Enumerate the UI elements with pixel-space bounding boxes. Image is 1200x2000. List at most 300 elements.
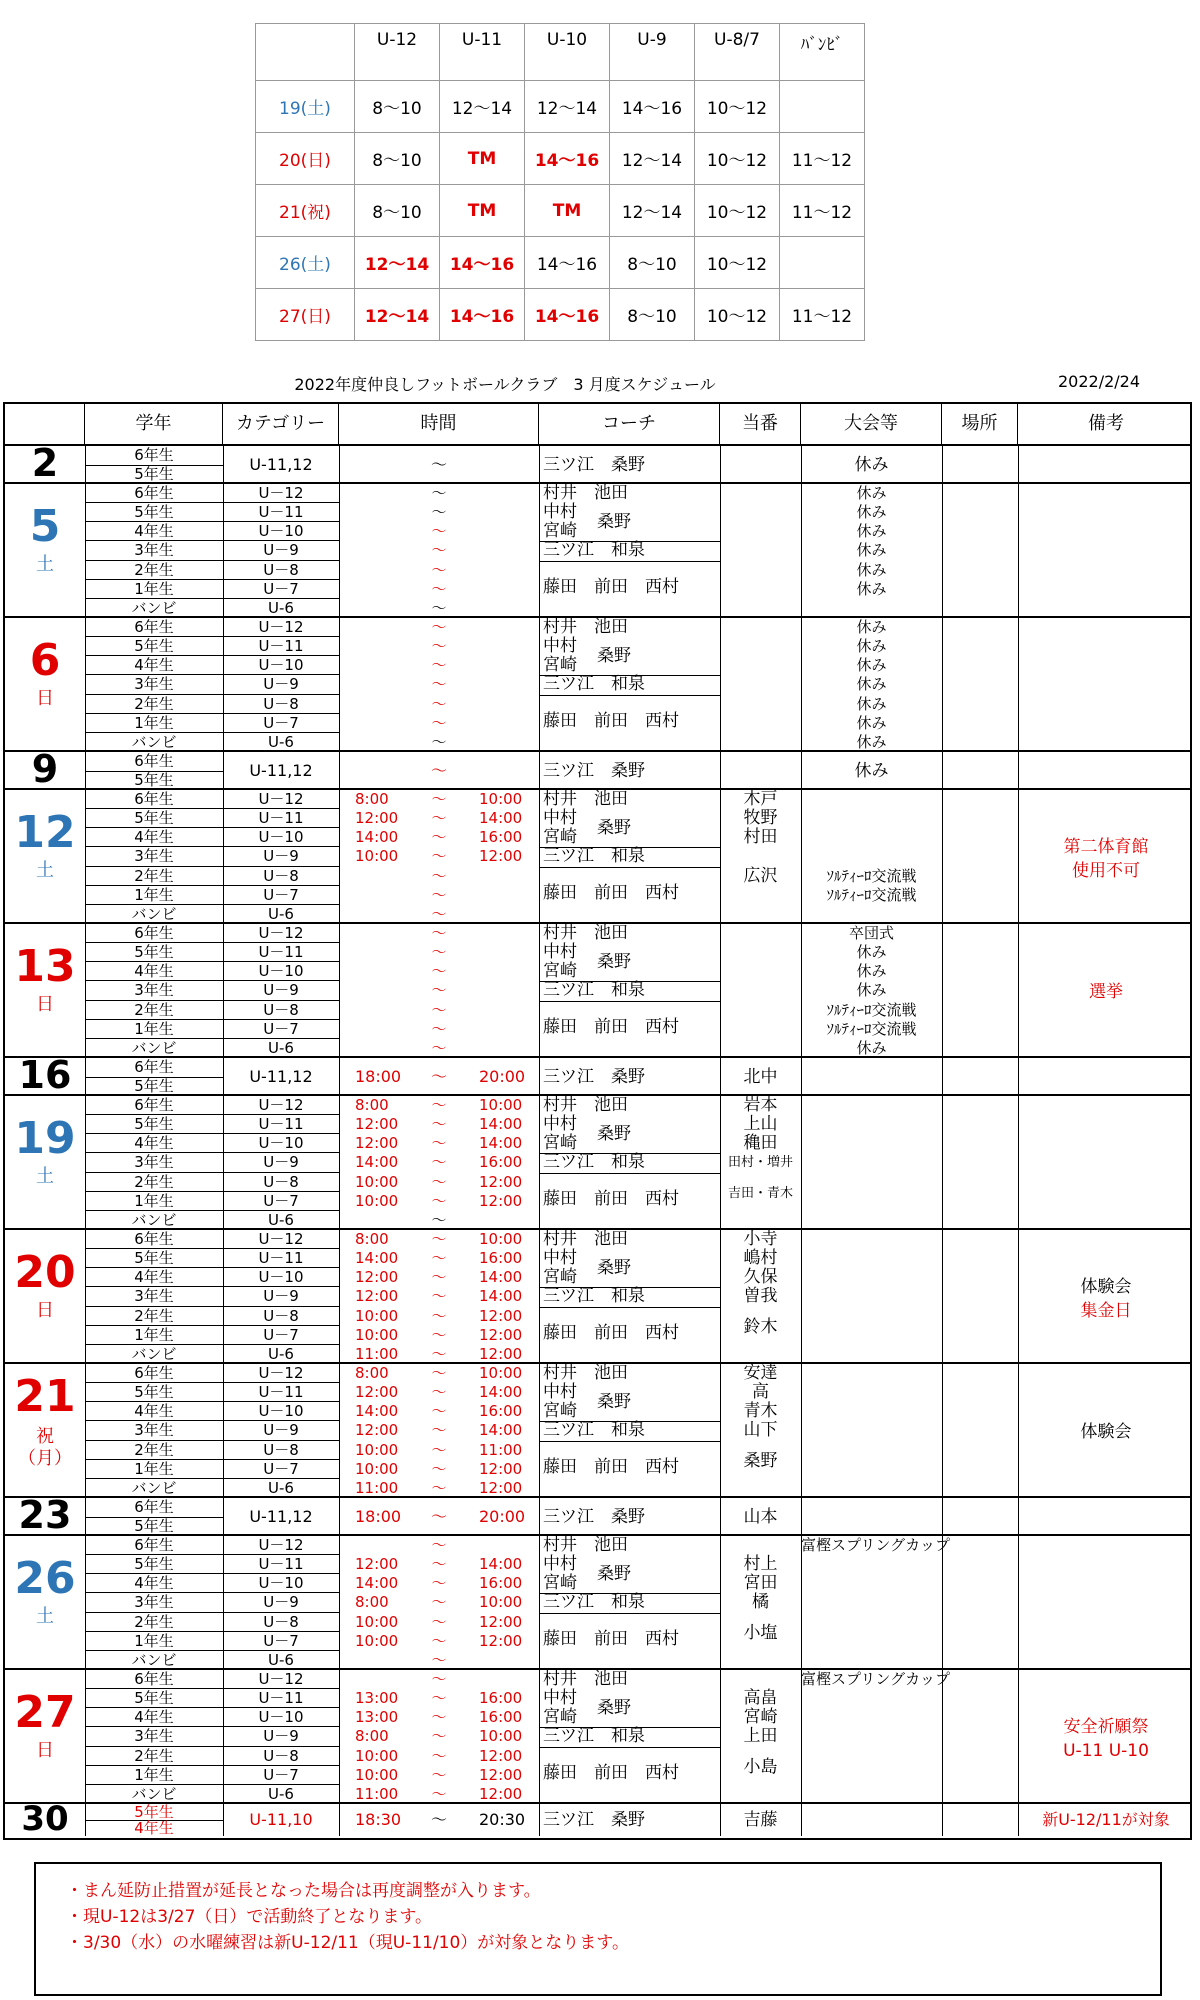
category: U-11,12 [249,1067,313,1086]
category: U－10 [223,656,339,675]
time-start: 12:00 [355,1383,399,1402]
time-tilde: ～ [431,560,447,579]
event: ｿﾙﾃｨｰﾛ交流戦 [826,866,917,885]
grade-label: 1年生 [85,1192,223,1211]
category: U－7 [223,714,339,733]
summary-time-cell: TM [440,185,525,237]
grade-label: 1年生 [85,1632,223,1651]
note-line: ・現U-12は3/27（日）で活動終了となります。 [66,1907,433,1927]
duty: 鈴木 [743,1317,778,1338]
day-block [5,1799,1190,1839]
event: ｿﾙﾃｨｰﾛ交流戦 [826,1019,917,1038]
grade-label: 2年生 [85,1747,223,1766]
grade-label: 5年生 [85,1115,223,1134]
remark: 使用不可 [1072,861,1140,881]
time-tilde: ～ [431,1727,447,1746]
grade-label: 4年生 [85,1268,223,1287]
grade-label: 5年生 [85,1804,223,1821]
coach: 宮崎 [543,961,577,982]
summary-time-cell: 10～12 [695,81,780,133]
event: 富樫スプリングカップ [801,1670,950,1688]
duty: 高 [752,1382,769,1403]
grade-label: 6年生 [85,484,223,503]
category: U-11,12 [249,1507,313,1526]
summary-time-cell: 12～14 [610,133,695,185]
time-tilde: ～ [431,503,447,522]
time-tilde: ～ [431,1631,447,1650]
time-tilde: ～ [431,1172,447,1191]
day-block [5,1053,1190,1097]
category: U－8 [223,1613,339,1632]
day-number: 20 [14,1247,76,1298]
time-tilde: ～ [431,1287,447,1306]
coach: 三ツ江 和泉 [543,1420,645,1441]
time-start: 10:00 [355,1459,399,1478]
duty: 高畠 [743,1688,778,1709]
event: 休み [856,981,887,1000]
summary-time-cell: 10～12 [695,185,780,237]
time-end: 12:00 [479,1344,523,1363]
duty: 木戸 [743,789,778,809]
time-end: 10:00 [479,1593,523,1612]
coach: 村井 池田 [543,1669,628,1689]
event: 休み [856,694,887,713]
grade-label: 5年生 [134,1077,174,1095]
category: U-6 [268,1344,294,1363]
summary-time-cell: 12～14 [355,237,440,289]
grade-label: 5年生 [85,1555,223,1574]
category: U－11 [223,1383,339,1402]
category: U－12 [223,1230,339,1249]
category: U-6 [268,1784,294,1803]
time-start: 18:00 [355,1507,402,1526]
time-end: 20:30 [479,1810,526,1829]
category: U－7 [223,1020,339,1039]
day-block [5,747,1190,791]
time-end: 12:00 [479,1784,523,1803]
day-block [5,790,1190,924]
grade-label: 5年生 [85,1689,223,1708]
coach: 藤田 前田 西村 [543,1189,679,1210]
time-end: 11:00 [479,1440,523,1459]
event: 休み [856,503,887,522]
category: U-6 [268,1210,294,1229]
time-start: 14:00 [355,1249,399,1268]
time-start: 14:00 [355,1153,399,1172]
time-tilde: ～ [431,1440,447,1459]
coach: 村井 池田 [543,1095,628,1115]
grade-label: 5年生 [134,465,174,483]
summary-time-cell: 8～10 [355,133,440,185]
event [801,1785,942,1804]
grade-label: 3年生 [85,541,223,560]
summary-day-cell: 27(日) [256,289,355,341]
time-tilde: ～ [431,847,447,866]
grade-label: バンビ [131,904,177,923]
summary-day-cell: 26(土) [256,237,355,289]
column-header: カテゴリー [223,404,339,444]
grade-label: 6年生 [85,1096,223,1115]
event [801,1115,942,1134]
time-tilde: ～ [431,1784,447,1803]
day-number: 16 [18,1053,72,1097]
time-start: 10:00 [355,1612,399,1631]
remark: 体験会 [1080,1277,1132,1297]
time-tilde: ～ [431,1574,447,1593]
time-tilde: ～ [431,732,447,751]
category: U－7 [223,1632,339,1651]
time-tilde: ～ [431,885,447,904]
event [801,905,942,924]
time-tilde: ～ [431,1421,447,1440]
event [801,1727,942,1746]
event: ｿﾙﾃｨｰﾛ交流戦 [826,885,917,904]
category: U－7 [223,1192,339,1211]
grade-label: 3年生 [85,1287,223,1306]
duty: 桑野 [743,1451,778,1472]
grade-label: 6年生 [85,618,223,637]
time-start: 8:00 [355,1727,389,1746]
time-start: 8:00 [355,790,389,808]
time-end: 10:00 [479,1096,523,1114]
event [801,1364,942,1383]
category: U－12 [223,1096,339,1115]
category: U－9 [223,1727,339,1746]
category: U－12 [223,790,339,809]
coach: 藤田 前田 西村 [543,577,679,598]
duty: 青木 [743,1401,778,1422]
note-line: ・3/30（水）の水曜練習は新U-12/11（現U-11/10）が対象となります。 [66,1933,629,1953]
day-number: 21 [14,1371,76,1422]
time-start: 10:00 [355,1746,399,1765]
summary-header-cell: U-10 [525,24,610,81]
coach: 村井 池田 [543,617,628,637]
time-tilde: ～ [431,1191,447,1210]
event [801,1268,942,1287]
summary-time-cell: 12～14 [440,81,525,133]
category: U－12 [223,1670,339,1689]
category: U－7 [223,886,339,905]
coach: 三ツ江 和泉 [543,846,645,867]
document-date: 2022/2/24 [1058,372,1141,391]
column-header: 場所 [942,404,1018,444]
time-tilde: ～ [431,675,447,694]
time-start: 14:00 [355,828,399,847]
remark: 集金日 [1080,1301,1132,1321]
time-tilde: ～ [431,1230,447,1248]
coach: 三ツ江 桑野 [543,1067,645,1087]
coach: 藤田 前田 西村 [543,1763,679,1784]
day-block [5,618,1190,752]
event [801,1153,942,1172]
summary-time-cell: 14～16 [525,237,610,289]
time-end: 14:00 [479,1287,523,1306]
grade-label: 6年生 [85,1670,223,1689]
summary-header-cell [256,24,355,81]
time-tilde: ～ [431,790,447,808]
time-start: 10:00 [355,1172,399,1191]
grade-label: 1年生 [85,1460,223,1479]
category: U－7 [223,580,339,599]
time-tilde: ～ [431,1383,447,1402]
summary-header-cell: U-8/7 [695,24,780,81]
time-end: 12:00 [479,1478,523,1497]
time-start: 11:00 [355,1784,399,1803]
time-start: 13:00 [355,1708,399,1727]
category: U－11 [223,503,339,522]
grade-label: バンビ [131,1344,177,1363]
event: 休み [856,541,887,560]
time-tilde: ～ [431,1115,447,1134]
time-end: 20:00 [479,1507,526,1526]
grade-label: 3年生 [85,675,223,694]
grade-label: 1年生 [85,1020,223,1039]
duty: 上田 [743,1726,778,1747]
time-end: 16:00 [479,1574,523,1593]
time-tilde: ～ [431,1746,447,1765]
summary-time-cell: 12～14 [525,81,610,133]
category: U－11 [223,809,339,828]
time-tilde: ～ [431,1765,447,1784]
time-start: 8:00 [355,1364,389,1382]
category: U－8 [223,561,339,580]
time-tilde: ～ [430,1067,447,1086]
summary-day-cell: 20(日) [256,133,355,185]
summary-time-cell: 12～14 [355,289,440,341]
summary-time-cell: 11～12 [780,185,865,237]
grade-label: 5年生 [85,1249,223,1268]
schedule-table [3,402,1192,1840]
day-number: 2 [31,441,59,485]
coach: 三ツ江 桑野 [543,1810,645,1830]
event [801,1441,942,1460]
day-number: 26 [14,1553,76,1604]
time-tilde: ～ [431,522,447,541]
grade-label: 4年生 [85,522,223,541]
remark: U-11 U-10 [1063,1741,1149,1761]
duty: 小塩 [743,1623,778,1644]
grade-label: 6年生 [85,1364,223,1383]
coach: 三ツ江 和泉 [543,1152,645,1173]
grade-label: 4年生 [134,1819,174,1837]
grade-label: 3年生 [85,1593,223,1612]
time-end: 14:00 [479,809,523,828]
grade-label: 3年生 [85,847,223,866]
coach: 桑野 [597,1563,631,1584]
summary-time-cell: 8～10 [355,185,440,237]
column-header: コーチ [539,404,720,444]
grade-label: 5年生 [85,943,223,962]
event [801,599,942,618]
time-start: 12:00 [355,809,399,828]
event: 卒団式 [848,924,894,942]
time-end: 12:00 [479,1746,523,1765]
event [801,1307,942,1326]
notes-box [34,1862,1162,1996]
category: U－11 [223,1115,339,1134]
category: U－10 [223,522,339,541]
summary-header-cell: U-11 [440,24,525,81]
summary-time-cell: 14～16 [525,133,610,185]
event [801,1383,942,1402]
summary-time-cell: 10～12 [695,289,780,341]
grade-label: 2年生 [85,1307,223,1326]
time-tilde: ～ [431,1249,447,1268]
time-start: 10:00 [355,1306,399,1325]
coach: 桑野 [597,1257,631,1278]
category: U-6 [268,1478,294,1497]
grade-label: 3年生 [85,1727,223,1746]
remark: 安全祈願祭 [1063,1717,1149,1737]
coach: 宮崎 [543,1267,577,1288]
time-tilde: ～ [431,1364,447,1382]
duty: 小寺 [743,1229,778,1249]
time-tilde: ～ [431,1134,447,1153]
column-header: 学年 [85,404,223,444]
time-end: 14:00 [479,1115,523,1134]
summary-day-cell: 19(土) [256,81,355,133]
coach: 中村 [543,636,577,657]
time-start: 14:00 [355,1402,399,1421]
time-tilde: ～ [431,828,447,847]
grade-label: 1年生 [85,886,223,905]
time-end: 16:00 [479,1689,523,1708]
day-block [5,1536,1190,1670]
duty: 宮崎 [743,1707,778,1728]
event [801,1192,942,1211]
event [801,1326,942,1345]
time-tilde: ～ [431,1000,447,1019]
event: 休み [856,560,887,579]
grade-label: 6年生 [85,1230,223,1249]
time-tilde: ～ [431,1670,447,1688]
time-end: 14:00 [479,1134,523,1153]
time-tilde: ～ [430,1507,447,1526]
time-end: 10:00 [479,1364,523,1382]
remark: 選挙 [1089,982,1123,1002]
event [801,1632,942,1651]
event: ｿﾙﾃｨｰﾛ交流戦 [826,1000,917,1019]
coach: 村井 池田 [543,1229,628,1249]
coach: 中村 [543,1382,577,1403]
grade-label: 1年生 [85,1766,223,1785]
time-end: 12:00 [479,1306,523,1325]
summary-time-cell: 10～12 [695,237,780,289]
event: 休み [856,675,887,694]
duty: 久保 [743,1267,778,1288]
category: U－9 [223,1421,339,1440]
duty: 上山 [743,1114,778,1135]
day-number: 9 [31,747,59,791]
grade-label: バンビ [131,1210,177,1229]
grade-label: 4年生 [85,1402,223,1421]
time-tilde: ～ [431,541,447,560]
event: 休み [856,962,887,981]
coach: 三ツ江 和泉 [543,1286,645,1307]
grade-label: 6年生 [85,446,223,466]
event [801,1593,942,1612]
category: U－12 [223,618,339,637]
time-tilde: ～ [431,694,447,713]
event: 休み [856,656,887,675]
event: 休み [856,637,887,656]
coach: 中村 [543,1688,577,1709]
coach: 三ツ江 和泉 [543,540,645,561]
coach: 桑野 [597,511,631,532]
time-tilde: ～ [431,484,447,502]
event: 休み [856,618,887,636]
day-block [5,1096,1190,1230]
category: U－11 [223,637,339,656]
summary-time-cell: 14～16 [440,289,525,341]
weekday: 土 [36,860,54,881]
time-tilde: ～ [431,1555,447,1574]
event: 休み [856,522,887,541]
coach: 三ツ江 和泉 [543,1592,645,1613]
category: U－12 [223,484,339,503]
weekday: 土 [36,554,54,575]
time-end: 16:00 [479,828,523,847]
time-start: 12:00 [355,1134,399,1153]
coach: 宮崎 [543,827,577,848]
duty: 曽我 [743,1286,778,1307]
coach: 中村 [543,502,577,523]
time-start: 8:00 [355,1593,389,1612]
event [801,1421,942,1440]
time-start: 10:00 [355,1631,399,1650]
weekday: 日 [36,994,54,1015]
grade-label: 6年生 [85,924,223,943]
coach: 宮崎 [543,1133,577,1154]
grade-label: 6年生 [85,1498,223,1518]
time-start: 10:00 [355,1440,399,1459]
category: U－9 [223,1153,339,1172]
coach: 桑野 [597,1697,631,1718]
grade-label: 4年生 [85,1134,223,1153]
grade-label: 5年生 [85,503,223,522]
time-end: 10:00 [479,790,523,808]
category: U－11 [223,1249,339,1268]
event [801,809,942,828]
time-tilde: ～ [430,1810,447,1829]
time-start: 14:00 [355,1574,399,1593]
summary-time-cell: 14～16 [440,237,525,289]
duty: 橘 [752,1592,769,1613]
coach: 中村 [543,1114,577,1135]
category: U-11,12 [249,455,313,474]
event [801,1479,942,1498]
time-tilde: ～ [430,761,447,780]
coach: 藤田 前田 西村 [543,1323,679,1344]
duty: 田村・増井 [727,1155,793,1171]
time-tilde: ～ [431,598,447,617]
event: 休み [856,579,887,598]
column-header [5,404,85,444]
category: U-11,10 [249,1810,313,1829]
category: U－10 [223,1574,339,1593]
time-tilde: ～ [431,866,447,885]
event: 休み [856,484,887,502]
coach: 桑野 [597,645,631,666]
grade-label: 5年生 [85,809,223,828]
time-end: 12:00 [479,1325,523,1344]
time-start: 11:00 [355,1478,399,1497]
time-tilde: ～ [431,1478,447,1497]
summary-header-cell: U-9 [610,24,695,81]
time-tilde: ～ [431,1325,447,1344]
day-block [5,484,1190,618]
time-tilde: ～ [430,455,447,474]
